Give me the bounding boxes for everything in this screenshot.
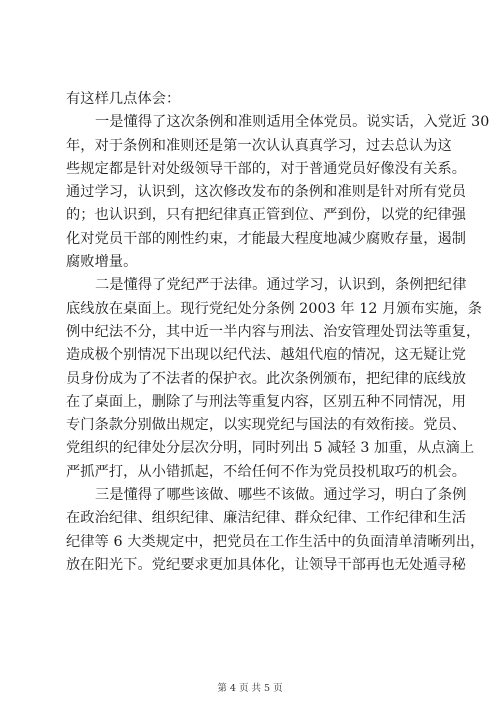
text-line: 三是懂得了哪些该做、哪些不该做。通过学习，明白了条例	[95, 487, 467, 504]
text-line: 年，对于条例和准则还是第一次认认真真学习，过去总认为这	[66, 137, 452, 154]
text-line: 底线放在桌面上。现行党纪处分条例 2003 年 12 月颁布实施，条	[66, 300, 483, 317]
text-line: 放在阳光下。党纪要求更加具体化，让领导干部再也无处遁寻秘	[66, 556, 467, 573]
text-line: 一是懂得了这次条例和准则适用全体党员。说实话，入党近 30	[95, 114, 490, 131]
text-line: 腐败增量。	[66, 254, 138, 271]
text-line: 例中纪法不分，其中近一半内容与刑法、治安管理处罚法等重复，	[66, 323, 481, 340]
document-body	[66, 88, 490, 577]
text-line: 在政治纪律、组织纪律、廉洁纪律、群众纪律、工作纪律和生活	[66, 510, 467, 527]
text-line: 党组织的纪律处分层次分明，同时列出 5 减轻 3 加重，从点滴上	[66, 440, 475, 457]
text-line: 有这样几点体会：	[66, 91, 181, 107]
text-line: 在了桌面上，删除了与刑法等重复内容，区别五种不同情况，用	[66, 393, 467, 410]
text-line: 专门条款分别做出规定，以实现党纪与国法的有效衔接。党员、	[66, 417, 467, 434]
page-footer: 第 4 页 共 5 页	[217, 683, 283, 694]
text-line: 些规定都是针对处级领导干部的，对于普通党员好像没有关系。	[66, 160, 467, 177]
text-line: 纪律等 6 大类规定中，把党员在工作生活中的负面清单清晰列出，	[66, 533, 485, 550]
text-line: 严抓严打，从小错抓起，不给任何不作为党员投机取巧的机会。	[66, 463, 467, 480]
text-line: 化对党员干部的刚性约束，才能最大程度地减少腐败存量，遏制	[66, 230, 467, 247]
text-line: 的；也认识到，只有把纪律真正管到位、严到份，以党的纪律强	[66, 207, 467, 224]
text-line: 员身份成为了不法者的保护衣。此次条例颁布，把纪律的底线放	[66, 370, 467, 387]
text-line: 通过学习，认识到，这次修改发布的条例和准则是针对所有党员	[66, 184, 467, 201]
text-line: 二是懂得了党纪严于法律。通过学习，认识到，条例把纪律	[95, 277, 467, 294]
text-line: 造成极个别情况下出现以纪代法、越俎代庖的情况，这无疑让党	[66, 347, 467, 364]
